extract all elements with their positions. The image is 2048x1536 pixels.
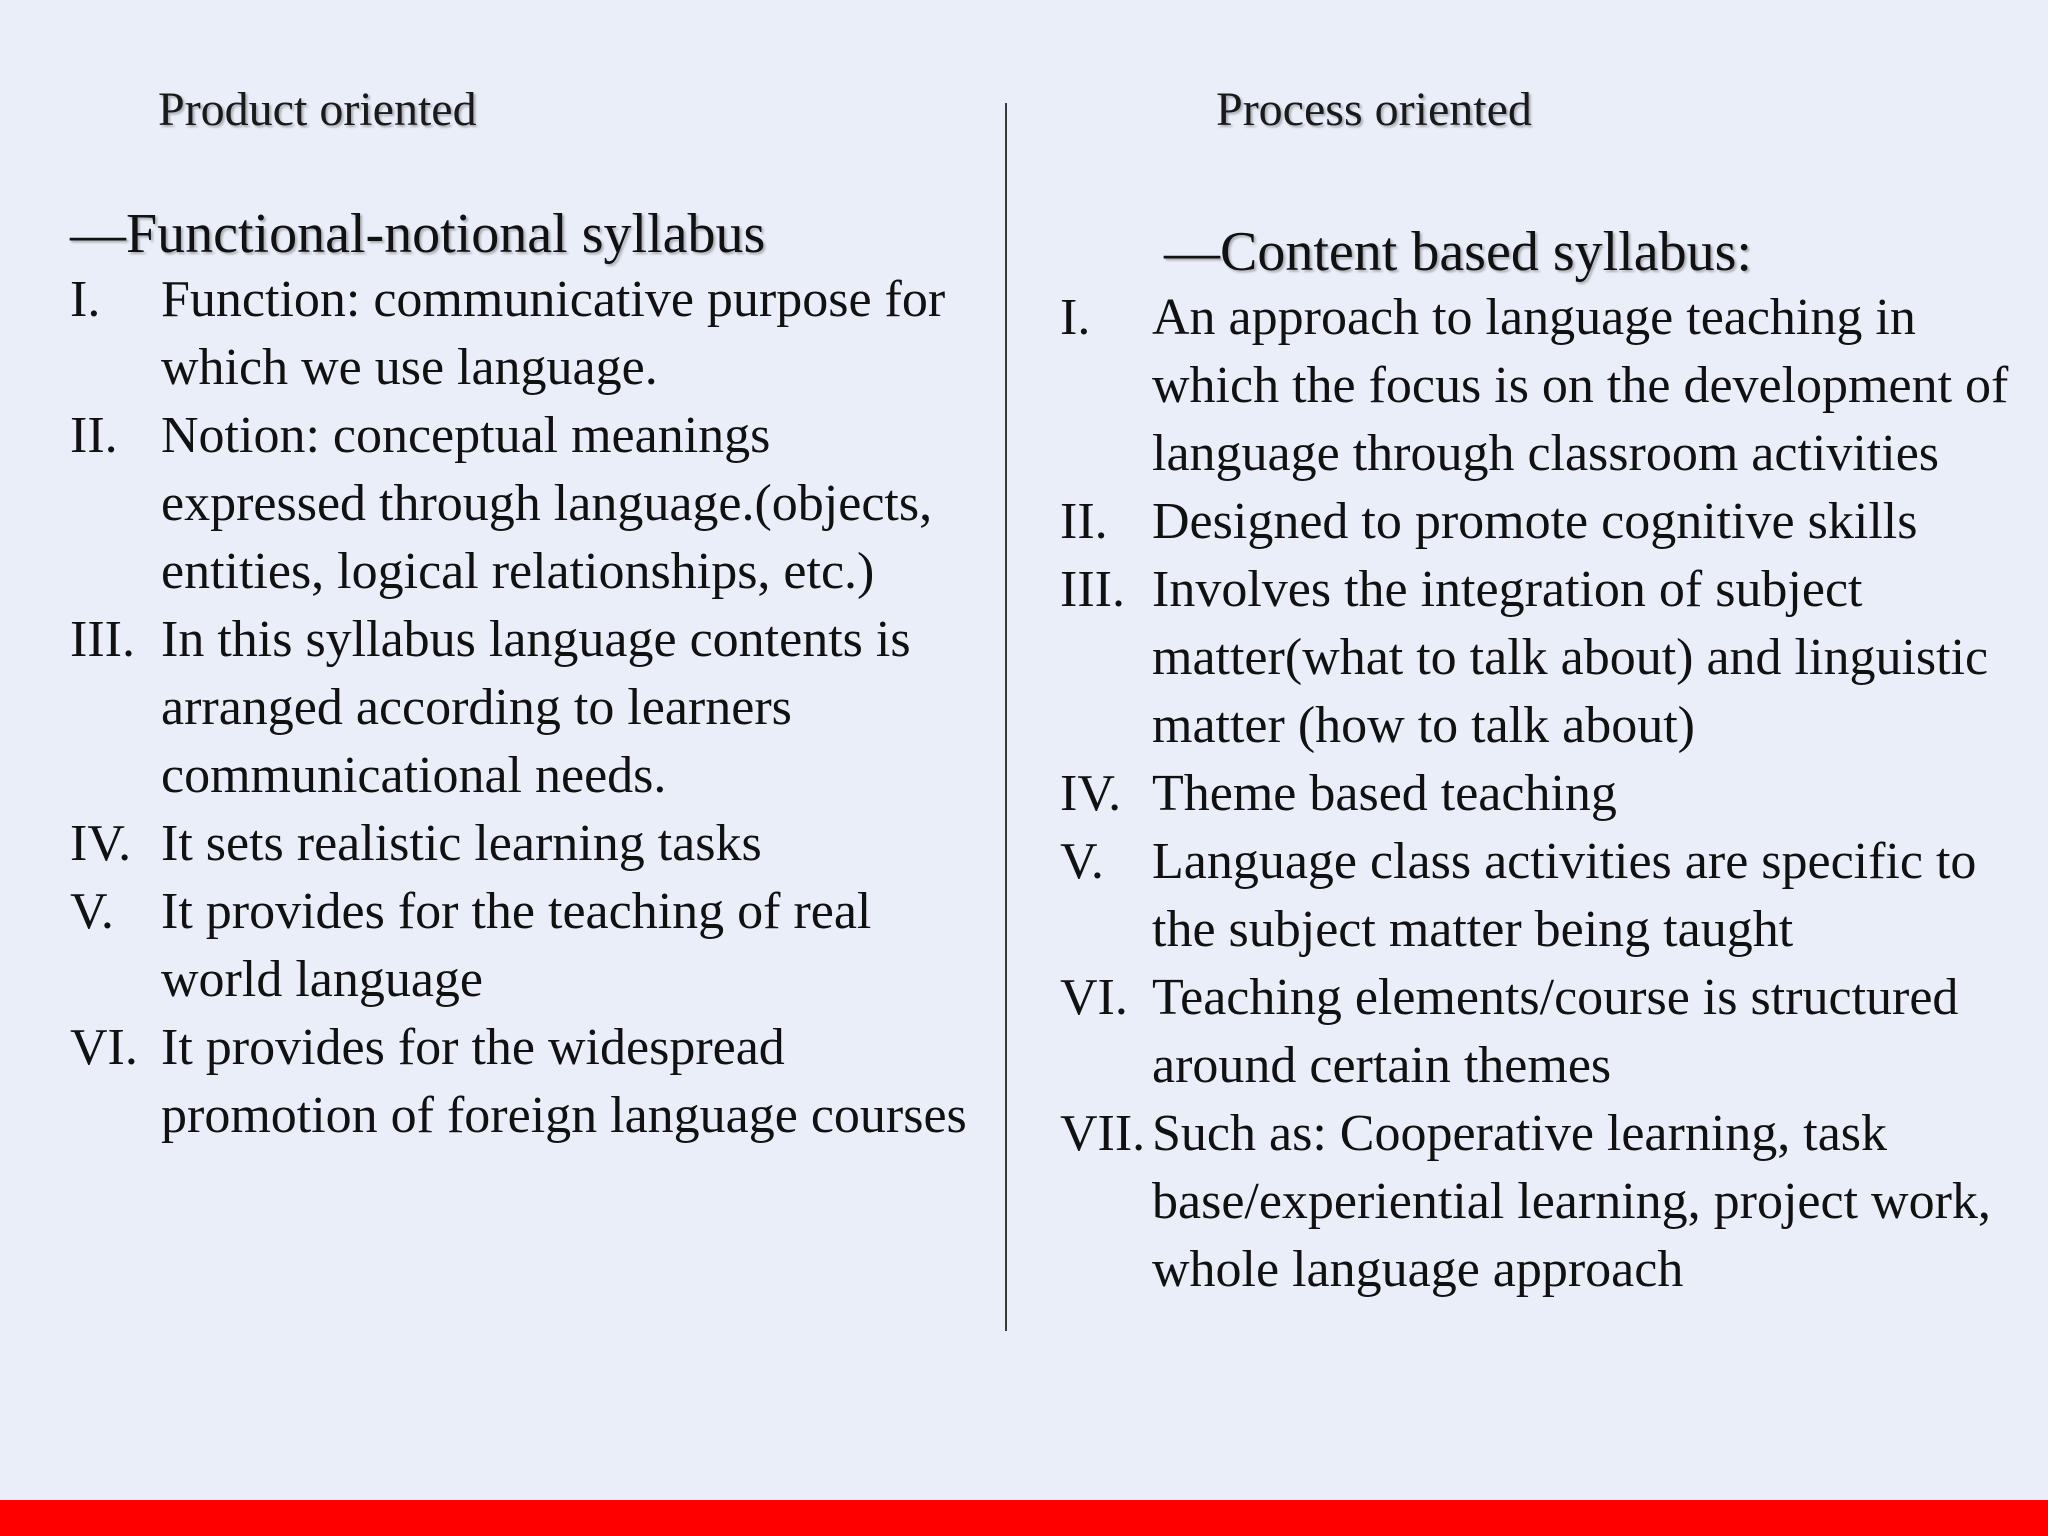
product-oriented-list bbox=[70, 266, 970, 1150]
product-oriented-heading: Product oriented bbox=[158, 83, 477, 136]
process-oriented-heading: Process oriented bbox=[1216, 83, 1532, 136]
list-item-text: It provides for the widespread promotion of foreign language courses bbox=[161, 1019, 967, 1144]
list-item bbox=[70, 402, 970, 606]
list-item-number: IV. bbox=[70, 815, 132, 872]
list-item-text: Function: communicative purpose for which we use language. bbox=[161, 271, 946, 396]
list-item bbox=[1060, 284, 2020, 488]
list-item-number: VI. bbox=[1060, 969, 1128, 1026]
list-item-number: II. bbox=[1060, 493, 1108, 550]
list-item-number: V. bbox=[1060, 833, 1104, 890]
list-item-number: VII. bbox=[1060, 1105, 1146, 1162]
list-item-text: Such as: Cooperative learning, task base/experiential learning, project work, whole language approach bbox=[1152, 1105, 1991, 1298]
list-item-number: VI. bbox=[70, 1019, 138, 1076]
product-oriented-column bbox=[70, 200, 970, 1150]
list-item bbox=[1060, 964, 2020, 1100]
list-item-number: II. bbox=[70, 407, 118, 464]
list-item bbox=[70, 266, 970, 402]
functional-notional-subheading: —Functional-notional syllabus bbox=[70, 203, 766, 265]
list-item bbox=[1060, 1100, 2020, 1304]
process-oriented-list bbox=[1060, 284, 2020, 1304]
list-item bbox=[70, 606, 970, 810]
content-based-subheading: —Content based syllabus: bbox=[1164, 221, 1752, 283]
list-item bbox=[1060, 760, 2020, 828]
list-item-number: I. bbox=[1060, 289, 1091, 346]
list-item-number: I. bbox=[70, 271, 101, 328]
process-oriented-column bbox=[1060, 218, 2020, 1304]
list-item bbox=[1060, 488, 2020, 556]
list-item bbox=[70, 878, 970, 1014]
list-item-text: It sets realistic learning tasks bbox=[161, 815, 762, 872]
list-item-text: An approach to language teaching in which the focus is on the development of language through classroom activities bbox=[1152, 289, 2009, 482]
list-item-number: III. bbox=[70, 611, 135, 668]
list-item-number: III. bbox=[1060, 561, 1125, 618]
list-item bbox=[1060, 556, 2020, 760]
list-item-text: In this syllabus language contents is arranged according to learners communicational needs. bbox=[161, 611, 911, 804]
list-item-text: Language class activities are specific to the subject matter being taught bbox=[1152, 833, 1977, 958]
list-item-text: It provides for the teaching of real world language bbox=[161, 883, 872, 1008]
list-item-text: Teaching elements/course is structured around certain themes bbox=[1152, 969, 1959, 1094]
column-divider bbox=[1005, 103, 1007, 1331]
list-item bbox=[1060, 828, 2020, 964]
list-item-text: Involves the integration of subject matter(what to talk about) and linguistic matter (how to talk about) bbox=[1152, 561, 1989, 754]
list-item-number: V. bbox=[70, 883, 114, 940]
footer-accent-bar bbox=[0, 1500, 2048, 1536]
list-item-number: IV. bbox=[1060, 765, 1122, 822]
list-item-text: Theme based teaching bbox=[1152, 765, 1617, 822]
list-item bbox=[70, 810, 970, 878]
list-item-text: Designed to promote cognitive skills bbox=[1152, 493, 1918, 550]
list-item-text: Notion: conceptual meanings expressed through language.(objects, entities, logical relationships, etc.) bbox=[161, 407, 933, 600]
list-item bbox=[70, 1014, 970, 1150]
